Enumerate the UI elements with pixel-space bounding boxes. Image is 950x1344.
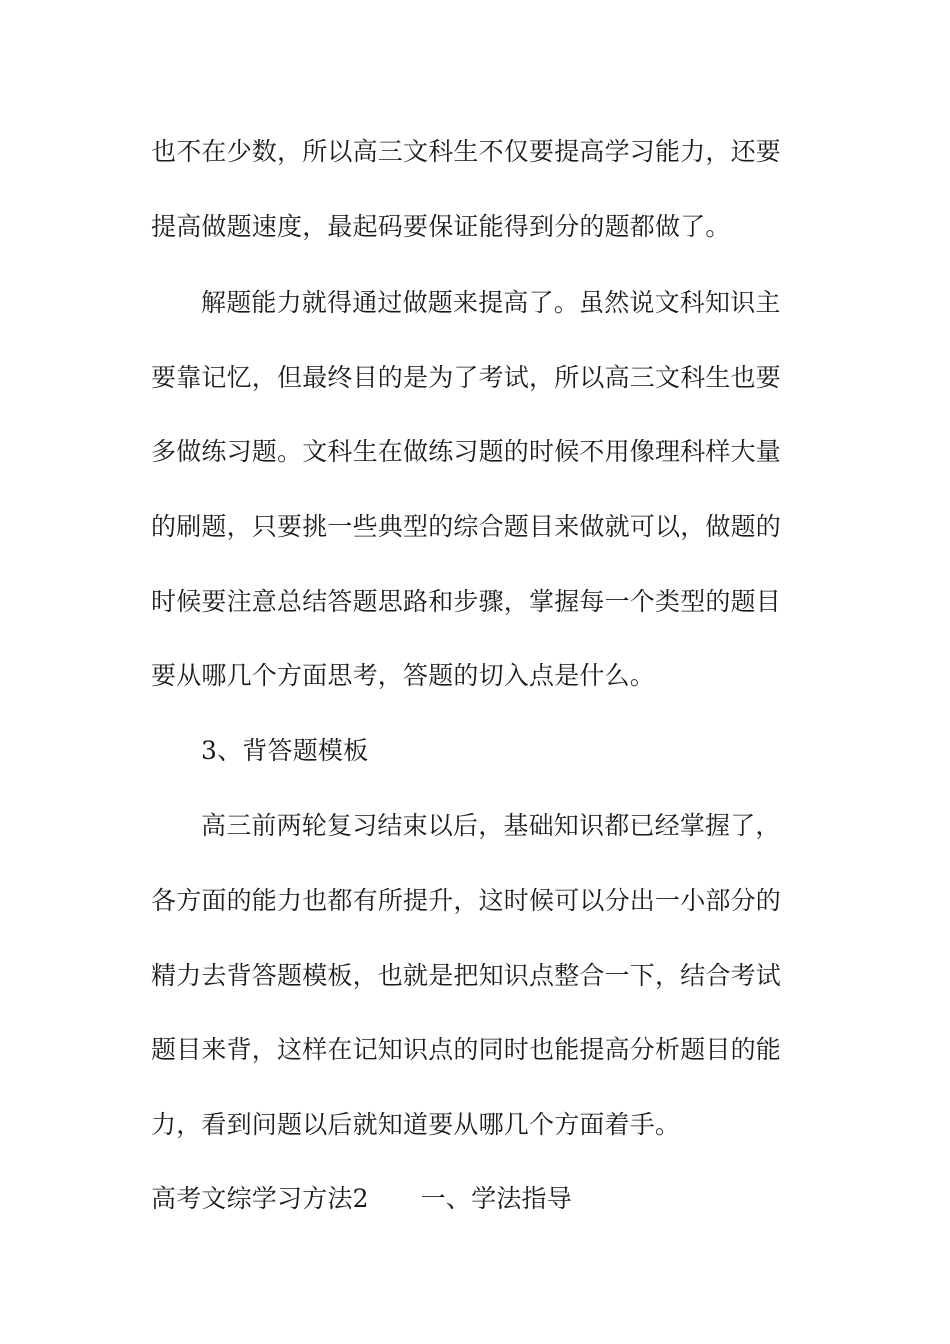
paragraph-line: 要靠记忆，但最终目的是为了考试，所以高三文科生也要 xyxy=(151,363,782,392)
paragraph-line: 多做练习题。文科生在做练习题的时候不用像理科样大量 xyxy=(151,437,782,466)
paragraph-line: 解题能力就得通过做题来提高了。虽然说文科知识主 xyxy=(201,288,781,317)
section-heading-row xyxy=(151,1183,851,1215)
paragraph-line: 力，看到问题以后就知道要从哪几个方面着手。 xyxy=(151,1110,681,1139)
paragraph-line: 精力去背答题模板，也就是把知识点整合一下，结合考试 xyxy=(151,961,782,990)
paragraph-line: 要从哪几个方面思考，答题的切入点是什么。 xyxy=(151,661,656,690)
subsection-heading: 3、背答题模板 xyxy=(201,736,369,765)
paragraph-line: 提高做题速度，最起码要保证能得到分的题都做了。 xyxy=(151,212,731,241)
paragraph-line: 高三前两轮复习结束以后，基础知识都已经掌握了， xyxy=(201,811,781,840)
paragraph-line: 也不在少数，所以高三文科生不仅要提高学习能力，还要 xyxy=(151,137,782,166)
paragraph-line: 时候要注意总结答题思路和步骤，掌握每一个类型的题目 xyxy=(151,587,782,616)
paragraph-line: 题目来背，这样在记知识点的同时也能提高分析题目的能 xyxy=(151,1035,782,1064)
section-subtitle: 一、学法指导 xyxy=(420,1184,572,1213)
section-title: 高考文综学习方法2 xyxy=(151,1184,369,1213)
paragraph-line: 各方面的能力也都有所提升，这时候可以分出一小部分的 xyxy=(151,886,782,915)
paragraph-line: 的刷题，只要挑一些典型的综合题目来做就可以，做题的 xyxy=(151,512,782,541)
